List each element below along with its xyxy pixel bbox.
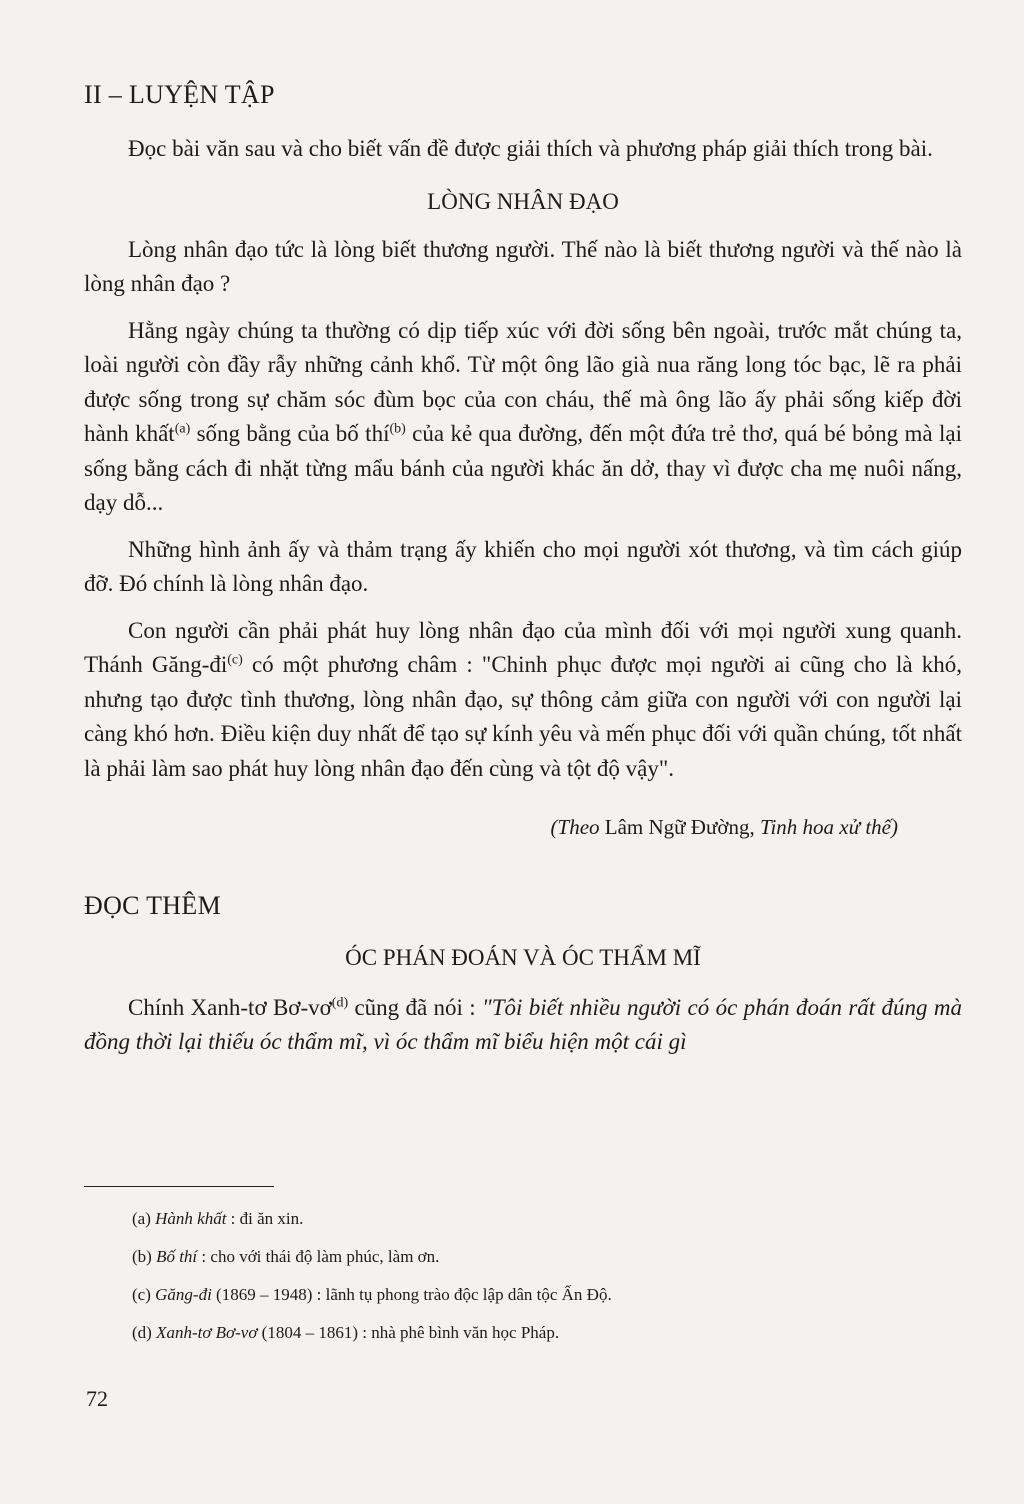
reading-p1-text-1: Chính Xanh-tơ Bơ-vơ — [128, 994, 332, 1020]
source-close: ) — [891, 815, 898, 839]
page-number: 72 — [86, 1386, 108, 1411]
reading-p1-text-2: cũng đã nói : — [348, 994, 483, 1020]
source-open: (Theo — [550, 815, 600, 839]
reading-p1-quote: "Tôi biết nhiều người có óc phán đoán rất đúng mà đồng thời lại thiếu óc thẩm mĩ, vì óc thẩm mĩ biểu hiện một cái gì — [84, 994, 962, 1054]
footnote-ref-a: (a) — [174, 421, 191, 437]
essay-title: LÒNG NHÂN ĐẠO — [427, 188, 619, 214]
essay-p4-text-2: có một phương châm : "Chinh phục được mọi người ai cũng cho là khó, nhưng tạo được tình thương, lòng nhân đạo, sự thông cảm giữa con người với con người lại càng khó hơn. Điều kiện duy nhất để tạo sự kính yêu và mến phục đối với quần chúng, tốt nhất là phải làm sao phát huy lòng nhân đạo đến cùng và tột độ vậy". — [84, 652, 962, 781]
footnote-b: (b) Bố thí : cho với thái độ làm phúc, làm ơn. — [132, 1247, 440, 1266]
footnote-d: (d) Xanh-tơ Bơ-vơ (1804 – 1861) : nhà phê bình văn học Pháp. — [132, 1323, 560, 1342]
section-heading-further-reading: ĐỌC THÊM — [84, 890, 221, 920]
essay-paragraph-1: Lòng nhân đạo tức là lòng biết thương người. Thế nào là biết thương người và thế nào là lòng nhân đạo ? — [84, 236, 962, 296]
source-book: Tinh hoa xử thế — [759, 815, 891, 839]
footnote-ref-d: (d) — [331, 994, 349, 1010]
essay-paragraph-2 — [84, 314, 962, 521]
footnote-a: (a) Hành khất : đi ăn xin. — [132, 1209, 304, 1228]
instruction-paragraph: Đọc bài văn sau và cho biết vấn đề được giải thích và phương pháp giải thích trong bài. — [128, 136, 933, 161]
section-further-reading — [84, 891, 962, 1060]
essay-p2-text-1: Hằng ngày chúng ta thường có dịp tiếp xúc với đời sống bên ngoài, trước mắt chúng ta, loài người còn đầy rẫy những cảnh khổ. Từ một ông lão già nua răng long tóc bạc, lẽ ra phải được sống trong sự chăm sóc đùm bọc của con cháu, thế mà ông lão ấy phải sống kiếp đời hành khất — [84, 317, 962, 446]
reading-title: ÓC PHÁN ĐOÁN VÀ ÓC THẨM MĨ — [345, 944, 701, 970]
essay-p2-text-3: của kẻ qua đường, đến một đứa trẻ thơ, quá bé bỏng mà lại sống bằng cách đi nhặt từng mẩu bánh của người khác ăn dở, thay vì được cha mẹ nuôi nấng, dạy dỗ... — [84, 421, 962, 515]
essay-p2-text-2: sống bằng của bố thí — [190, 421, 390, 446]
footnote-c: (c) Găng-đi (1869 – 1948) : lãnh tụ phong trào độc lập dân tộc Ấn Độ. — [132, 1285, 612, 1304]
footnote-ref-b: (b) — [389, 421, 406, 437]
footnotes — [132, 1206, 952, 1358]
essay-paragraph-3: Những hình ảnh ấy và thảm trạng ấy khiến cho mọi người xót thương, và tìm cách giúp đỡ. Đó chính là lòng nhân đạo. — [84, 536, 962, 596]
essay-paragraph-4 — [84, 614, 962, 787]
essay-source — [84, 810, 962, 845]
footnote-ref-c: (c) — [227, 652, 243, 668]
main-content — [84, 80, 962, 1060]
source-author: Lâm Ngữ Đường, — [599, 815, 760, 839]
reading-paragraph-1 — [84, 991, 962, 1060]
essay-p4-text-1: Con người cần phải phát huy lòng nhân đạo của mình đối với mọi người xung quanh. Thánh Găng-đi — [84, 617, 962, 677]
footnote-divider — [84, 1186, 274, 1187]
section-heading-practice: II – LUYỆN TẬP — [84, 80, 275, 109]
